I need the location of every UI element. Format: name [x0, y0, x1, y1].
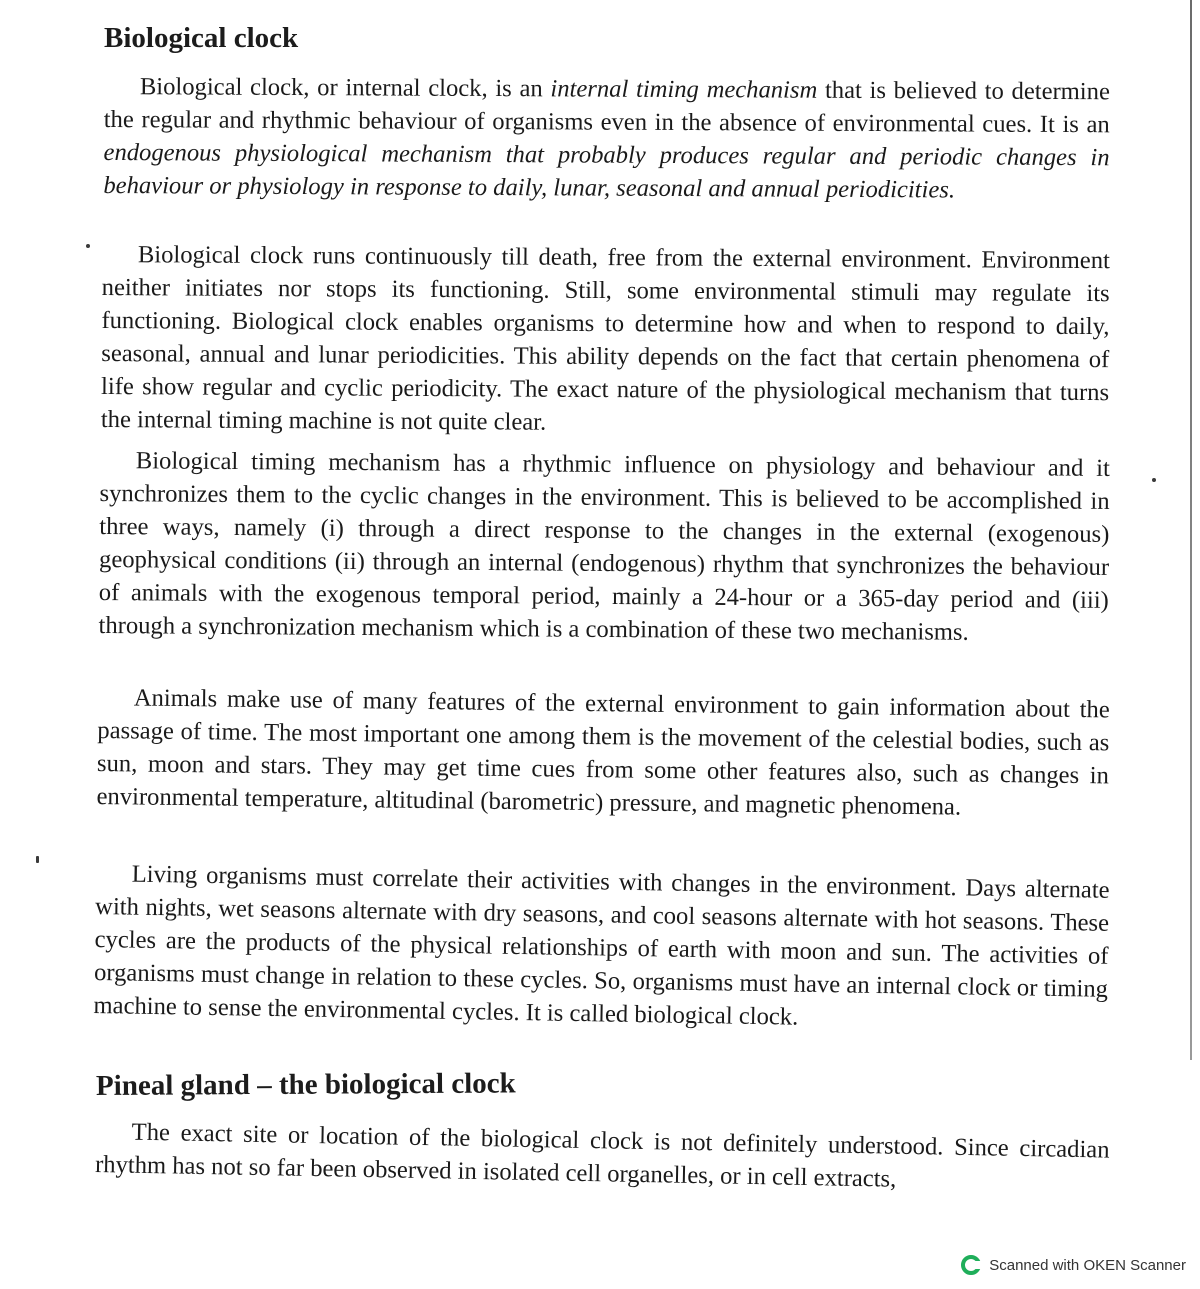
paragraph-4: Animals make use of many features of the external environment to gain information about the passage of time. The most important one among them is the movement of the celestial bodies, such as sun, moon and stars. They may get time cues from some other features also, such as changes in environmental temperature, altitudinal (barometric) pressure, and magnetic phenomena.: [96, 684, 1110, 821]
paragraph-3: Biological timing mechanism has a rhythmic influence on physiology and behaviour and it synchronizes them to the cyclic changes in the environment. This is believed to be accomplished in three ways, namely (i) through a direct response to the changes in the external (exogenous) geophysical conditions (ii) through an internal (endogenous) rhythm that synchronizes the behaviour of animals with the exogenous temporal period, mainly a 24-hour or a 365-day period and (iii) through a synchronization mechanism which is a combination of these two mechanisms.: [98, 447, 1110, 646]
paragraph-5: Living organisms must correlate their activities with changes in the environment. Days alternate with nights, wet seasons alternate with dry seasons, and cool seasons alternate with hot seasons. These cycles are the products of the physical relationships of earth with moon and sun. The activities of organisms must change in relation to these cycles. So, organisms must have an internal clock or timing machine to sense the environmental cycles. It is called biological clock.: [93, 860, 1110, 1031]
page-edge-shadow: [1190, 0, 1192, 1060]
paragraph-1-text-c: that is believed to determine the regular and rhythmic behaviour of organisms even in the absence of environmental cues. It is an: [103, 76, 1110, 139]
scanner-watermark-text: Scanned with OKEN Scanner: [989, 1256, 1186, 1274]
scanner-watermark: [961, 1255, 1186, 1275]
paragraph-2: Biological clock runs continuously till death, free from the external environment. Environment neither initiates nor stops its functioning. Still, some environmental stimuli may regulate its functioning. Biological clock enables organisms to determine how and when to respond to daily, seasonal, annual and lunar periodicities. This ability depends on the fact that certain phenomena of life show regular and cyclic periodicity. The exact nature of the physiological mechanism that turns the internal timing machine is not quite clear.: [100, 241, 1110, 436]
scan-speck: [86, 244, 90, 248]
paragraph-1-emphasis-b: internal timing mechanism: [550, 75, 818, 104]
scan-speck: [36, 856, 39, 863]
scanner-logo-icon: [961, 1255, 981, 1275]
paragraph-1: [103, 70, 1110, 207]
paragraph-1-emphasis-d: endogenous physiological mechanism that probably produces regular and periodic changes in behaviour or physiology in response to daily, lunar, seasonal and annual periodicities.: [103, 138, 1110, 204]
scan-speck: [1152, 478, 1156, 482]
section-heading-pineal-gland: Pineal gland – the biological clock: [95, 1067, 516, 1102]
section-heading-biological-clock: Biological clock: [104, 22, 299, 54]
paragraph-6: The exact site or location of the biological clock is not definitely understood. Since circadian rhythm has not so far been observed in isolated cell organelles, or in cell extracts,: [94, 1118, 1110, 1193]
paragraph-1-text-a: Biological clock, or internal clock, is an: [139, 73, 551, 103]
